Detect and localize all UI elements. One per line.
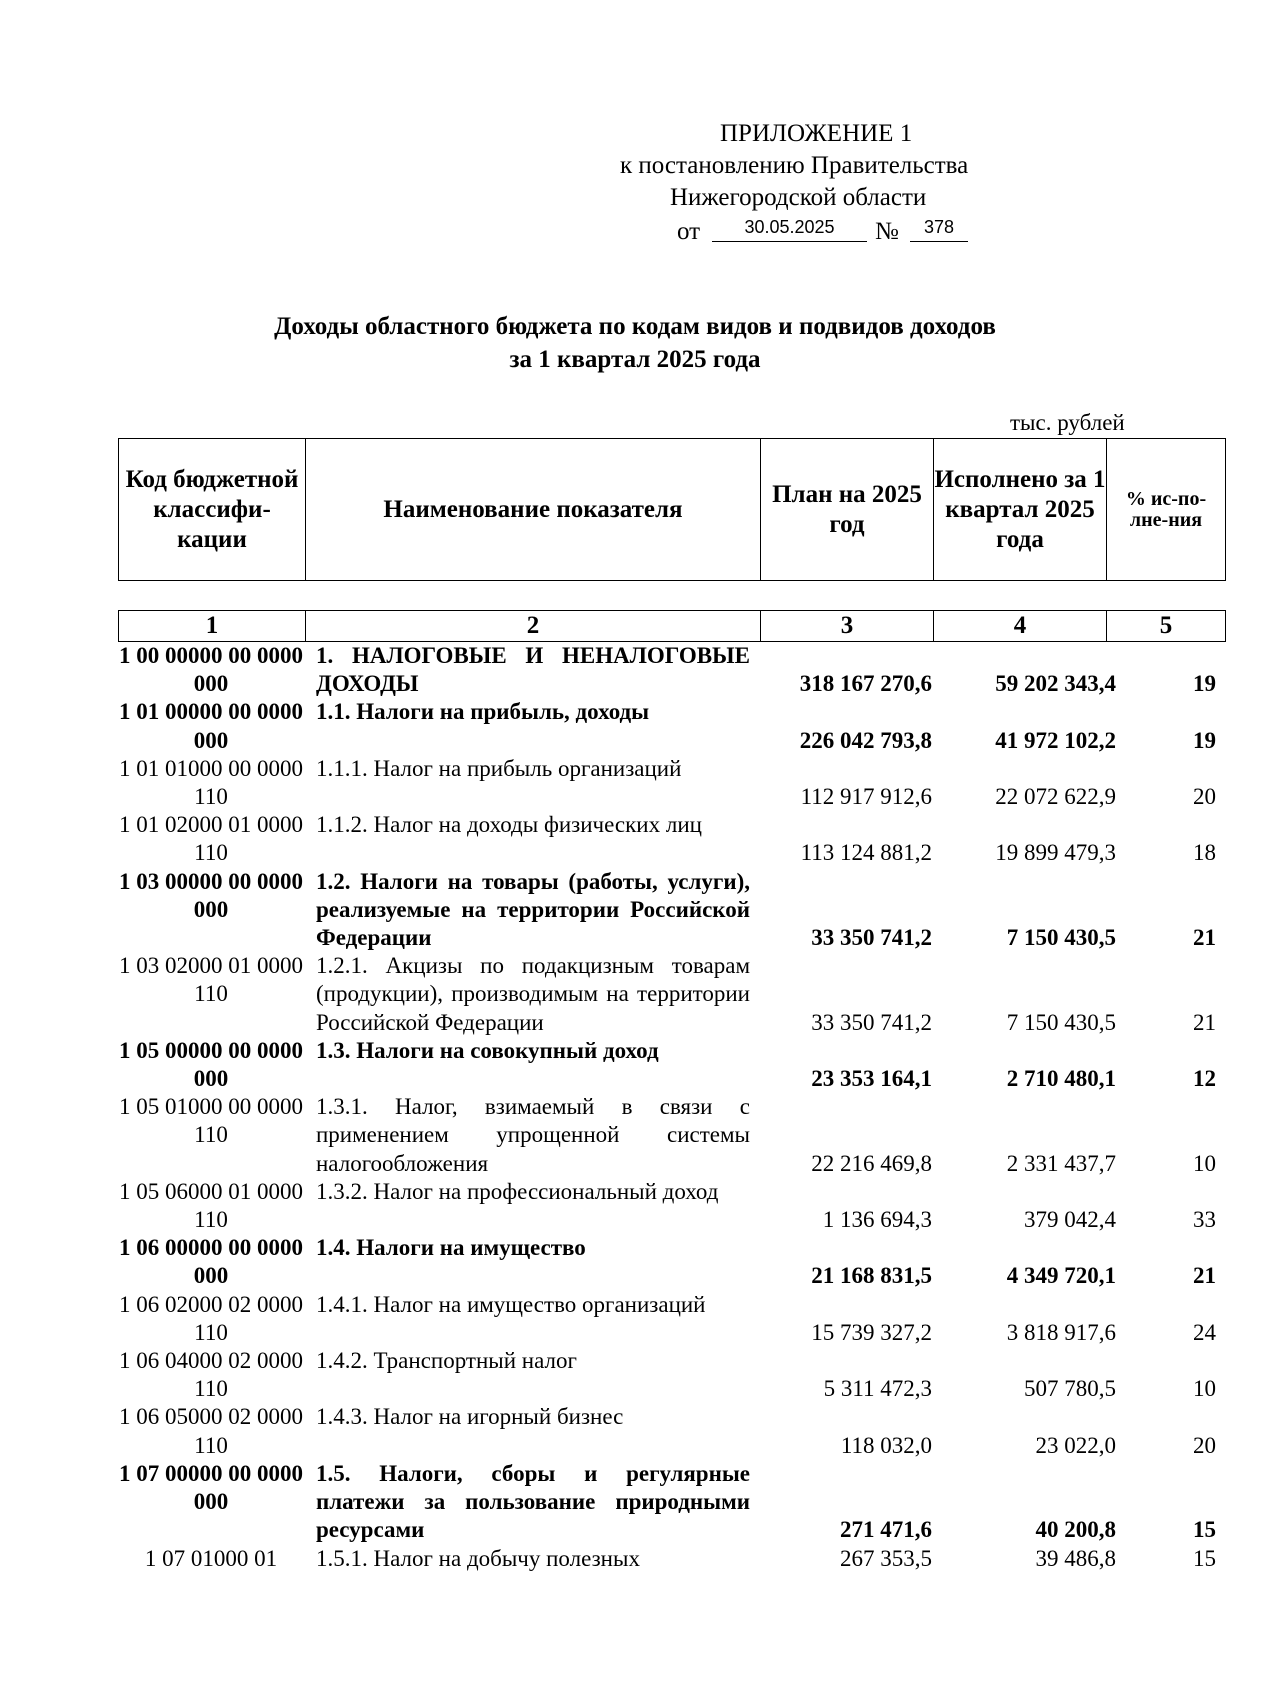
row-name: 1.1.1. Налог на прибыль организаций bbox=[316, 755, 682, 781]
row-plan: 23 353 164,1 bbox=[811, 1066, 932, 1092]
row-plan: 22 216 469,8 bbox=[811, 1150, 932, 1176]
header-code bbox=[119, 439, 306, 581]
income-table bbox=[118, 642, 1226, 1573]
row-name: 1.4.3. Налог на игорный бизнес bbox=[316, 1404, 624, 1430]
row-exec: 40 200,8 bbox=[1035, 1517, 1116, 1543]
table-header bbox=[118, 438, 1226, 581]
row-exec: 23 022,0 bbox=[1035, 1432, 1116, 1458]
row-name: 1.3.1. Налог, взимаемый в связи с применением упрощенной системы налогообложения bbox=[316, 1094, 750, 1176]
row-name: 1.5. Налоги, сборы и регулярные платежи за пользование природными ресурсами bbox=[316, 1460, 750, 1543]
column-number: 4 bbox=[934, 611, 1107, 642]
row-exec: 379 042,4 bbox=[1024, 1207, 1116, 1233]
header-exec bbox=[934, 439, 1107, 581]
table-row bbox=[118, 1093, 1226, 1178]
resolution-date: 30.05.2025 bbox=[712, 213, 867, 242]
row-name: 1.2.1. Акцизы по подакцизным товарам (продукции), производимым на территории Российской Федерации bbox=[316, 953, 750, 1035]
column-numbers-row bbox=[118, 610, 1226, 642]
table-row bbox=[118, 1178, 1226, 1234]
row-exec: 7 150 430,5 bbox=[1006, 1009, 1116, 1035]
resolution-number: 378 bbox=[910, 213, 968, 242]
appendix-region: Нижегородской области bbox=[670, 184, 927, 211]
row-pct: 33 bbox=[1193, 1207, 1216, 1233]
row-plan: 271 471,6 bbox=[840, 1517, 932, 1543]
row-name: 1.2. Налоги на товары (работы, услуги), реализуемые на территории Российской Федерации bbox=[316, 868, 750, 951]
table-row bbox=[118, 1403, 1226, 1459]
row-pct: 10 bbox=[1193, 1376, 1216, 1402]
row-code: 1 06 05000 02 0000 110 bbox=[119, 1404, 303, 1458]
row-exec: 3 818 917,6 bbox=[1006, 1319, 1116, 1345]
row-pct: 15 bbox=[1193, 1517, 1216, 1543]
appendix-block bbox=[620, 118, 1040, 248]
row-plan: 267 353,5 bbox=[840, 1545, 932, 1571]
row-pct: 20 bbox=[1193, 1432, 1216, 1458]
row-pct: 19 bbox=[1193, 727, 1216, 753]
table-row bbox=[118, 1234, 1226, 1290]
row-exec: 19 899 479,3 bbox=[995, 840, 1116, 866]
row-name: 1. НАЛОГОВЫЕ И НЕНАЛОГОВЫЕ ДОХОДЫ bbox=[316, 643, 750, 697]
row-code: 1 03 02000 01 0000 110 bbox=[119, 953, 303, 1007]
table-row bbox=[118, 868, 1226, 953]
column-number: 1 bbox=[119, 611, 306, 642]
row-pct: 21 bbox=[1193, 1263, 1216, 1289]
table-row bbox=[118, 1460, 1226, 1545]
row-plan: 318 167 270,6 bbox=[799, 671, 932, 697]
column-number: 5 bbox=[1107, 611, 1226, 642]
row-pct: 21 bbox=[1193, 925, 1216, 951]
row-plan: 21 168 831,5 bbox=[811, 1263, 932, 1289]
row-name: 1.1. Налоги на прибыль, доходы bbox=[316, 699, 650, 725]
column-number: 3 bbox=[761, 611, 934, 642]
header-name-text: Наименование показателя bbox=[383, 495, 683, 523]
row-code: 1 01 02000 01 0000 110 bbox=[119, 812, 303, 866]
row-code: 1 05 00000 00 0000 000 bbox=[119, 1037, 303, 1092]
row-plan: 113 124 881,2 bbox=[800, 840, 932, 866]
table-row bbox=[118, 1347, 1226, 1403]
appendix-title: ПРИЛОЖЕНИЕ 1 bbox=[720, 120, 913, 147]
row-exec: 2 331 437,7 bbox=[1006, 1150, 1116, 1176]
row-pct: 15 bbox=[1193, 1545, 1216, 1571]
row-code: 1 00 00000 00 0000 000 bbox=[119, 643, 303, 697]
row-name: 1.5.1. Налог на добычу полезных bbox=[316, 1545, 640, 1571]
header-exec-text: Исполнено за 1 квартал 2025 года bbox=[934, 465, 1106, 553]
row-plan: 118 032,0 bbox=[840, 1432, 932, 1458]
row-exec: 7 150 430,5 bbox=[1006, 925, 1116, 951]
row-plan: 33 350 741,2 bbox=[811, 925, 932, 951]
row-exec: 41 972 102,2 bbox=[995, 727, 1116, 753]
row-pct: 20 bbox=[1193, 784, 1216, 810]
header-pct bbox=[1107, 439, 1226, 581]
document-title bbox=[0, 310, 1270, 376]
row-name: 1.4.1. Налог на имущество организаций bbox=[316, 1291, 706, 1317]
table-row bbox=[118, 698, 1226, 754]
header-code-text: Код бюджетной классифи-кации bbox=[125, 465, 299, 553]
row-pct: 24 bbox=[1193, 1319, 1216, 1345]
table-row bbox=[118, 1037, 1226, 1093]
row-plan: 1 136 694,3 bbox=[822, 1207, 932, 1233]
row-exec: 39 486,8 bbox=[1035, 1545, 1116, 1571]
table-row bbox=[118, 642, 1226, 698]
row-pct: 18 bbox=[1193, 840, 1216, 866]
row-exec: 507 780,5 bbox=[1024, 1376, 1116, 1402]
row-code: 1 07 01000 01 bbox=[144, 1545, 278, 1571]
header-plan-text: План на 2025 год bbox=[772, 480, 922, 538]
units-label: тыс. рублей bbox=[1010, 410, 1125, 435]
header-name bbox=[306, 439, 761, 581]
header-pct-text: % ис-по-лне-ния bbox=[1125, 487, 1207, 531]
row-plan: 33 350 741,2 bbox=[811, 1009, 932, 1035]
appendix-date-line bbox=[620, 214, 1040, 248]
table-row bbox=[118, 755, 1226, 811]
from-label: от bbox=[677, 218, 701, 245]
table-row bbox=[118, 811, 1226, 867]
row-pct: 21 bbox=[1193, 1009, 1216, 1035]
row-code: 1 05 06000 01 0000 110 bbox=[119, 1178, 303, 1233]
row-code: 1 07 00000 00 0000 000 bbox=[119, 1460, 303, 1515]
title-line-1: Доходы областного бюджета по кодам видов и подвидов доходов bbox=[274, 313, 996, 340]
row-code: 1 06 04000 02 0000 110 bbox=[119, 1348, 303, 1402]
row-plan: 226 042 793,8 bbox=[799, 727, 932, 753]
number-label: № bbox=[875, 218, 899, 245]
row-plan: 5 311 472,3 bbox=[823, 1376, 932, 1402]
row-exec: 4 349 720,1 bbox=[1006, 1263, 1116, 1289]
table-row bbox=[118, 1545, 1226, 1573]
row-exec: 59 202 343,4 bbox=[995, 671, 1116, 697]
row-name: 1.1.2. Налог на доходы физических лиц bbox=[316, 812, 702, 838]
row-name: 1.4. Налоги на имущество bbox=[316, 1235, 586, 1261]
row-code: 1 01 00000 00 0000 000 bbox=[119, 699, 303, 753]
row-code: 1 01 01000 00 0000 110 bbox=[119, 755, 303, 810]
table-row bbox=[118, 1291, 1226, 1347]
row-plan: 15 739 327,2 bbox=[811, 1319, 932, 1345]
column-number: 2 bbox=[306, 611, 761, 642]
row-code: 1 03 00000 00 0000 000 bbox=[119, 868, 303, 922]
row-pct: 12 bbox=[1193, 1066, 1216, 1092]
row-name: 1.3. Налоги на совокупный доход bbox=[316, 1037, 659, 1063]
table-row bbox=[118, 952, 1226, 1037]
row-code: 1 05 01000 00 0000 110 bbox=[119, 1094, 303, 1148]
appendix-reference: к постановлению Правительства bbox=[620, 152, 969, 179]
row-code: 1 06 00000 00 0000 000 bbox=[119, 1235, 303, 1289]
row-name: 1.3.2. Налог на профессиональный доход bbox=[316, 1178, 719, 1204]
row-name: 1.4.2. Транспортный налог bbox=[316, 1348, 577, 1374]
header-plan bbox=[761, 439, 934, 581]
row-exec: 22 072 622,9 bbox=[995, 784, 1116, 810]
row-code: 1 06 02000 02 0000 110 bbox=[119, 1291, 303, 1345]
title-line-2: за 1 квартал 2025 года bbox=[509, 346, 761, 373]
row-pct: 10 bbox=[1193, 1150, 1216, 1176]
row-exec: 2 710 480,1 bbox=[1006, 1066, 1116, 1092]
row-plan: 112 917 912,6 bbox=[800, 784, 932, 810]
row-pct: 19 bbox=[1193, 671, 1216, 697]
